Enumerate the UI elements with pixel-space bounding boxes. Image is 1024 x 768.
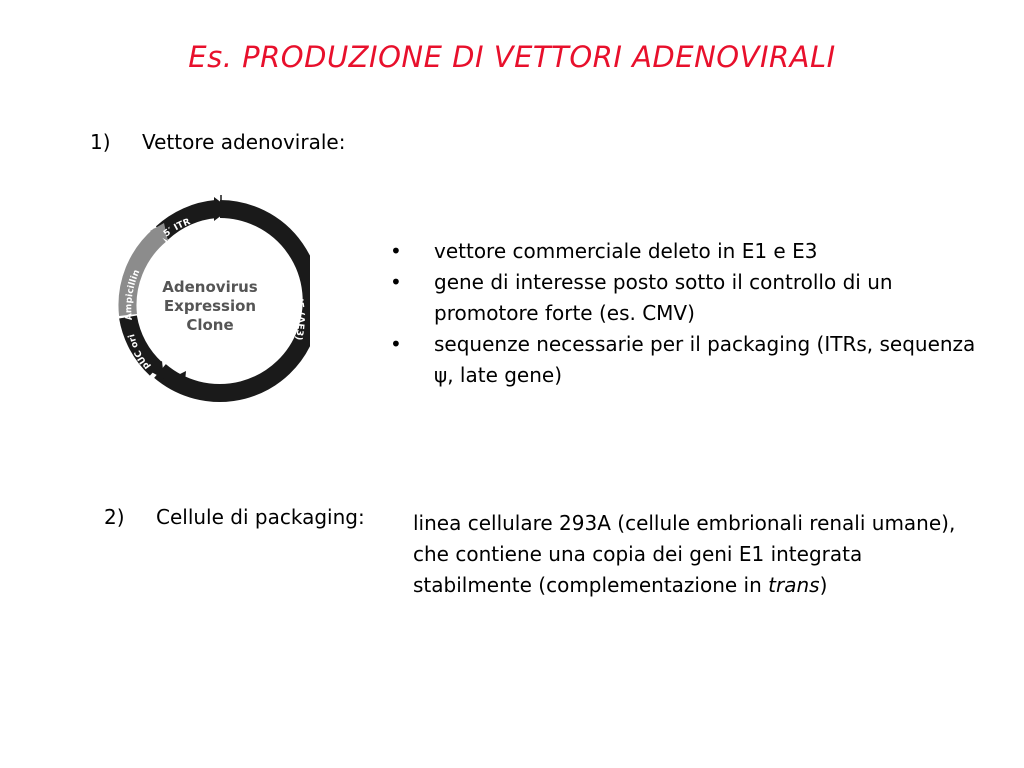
slide-title: Es. PRODUZIONE DI VETTORI ADENOVIRALI [188, 40, 836, 74]
center-line-3: Clone [186, 316, 234, 334]
wt-ad5-label: wt Ad5 (ΔE3) [285, 271, 306, 342]
section2-label: Cellule di packaging: [156, 505, 365, 529]
center-line-1: Adenovirus [162, 278, 258, 296]
list-item: • gene di interesse posto sotto il controllo di un promotore forte (es. CMV) [390, 270, 893, 325]
center-line-2: Expression [163, 297, 257, 315]
adenovirus-plasmid-map [110, 195, 310, 405]
section1-label: Vettore adenovirale: [142, 130, 346, 154]
list-item: • sequenze necessarie per il packaging (ITRs, sequenza ψ, late gene) [390, 332, 976, 387]
section2-number: 2) [104, 505, 125, 529]
ampicillin-label: Ampicillin [124, 268, 143, 321]
list-item: • vettore commerciale deleto in E1 e E3 [390, 239, 818, 263]
vector-features-list [390, 236, 990, 391]
section1-number: 1) [90, 130, 111, 154]
itr-label: 5′ ITR [161, 217, 192, 240]
puc-label: pUC ori [127, 332, 153, 372]
packaging-description: linea cellulare 293A (cellule embrionali renali umane), che contiene una copia dei geni E1 integrata stabilmente (complementazione in trans) [413, 511, 956, 597]
